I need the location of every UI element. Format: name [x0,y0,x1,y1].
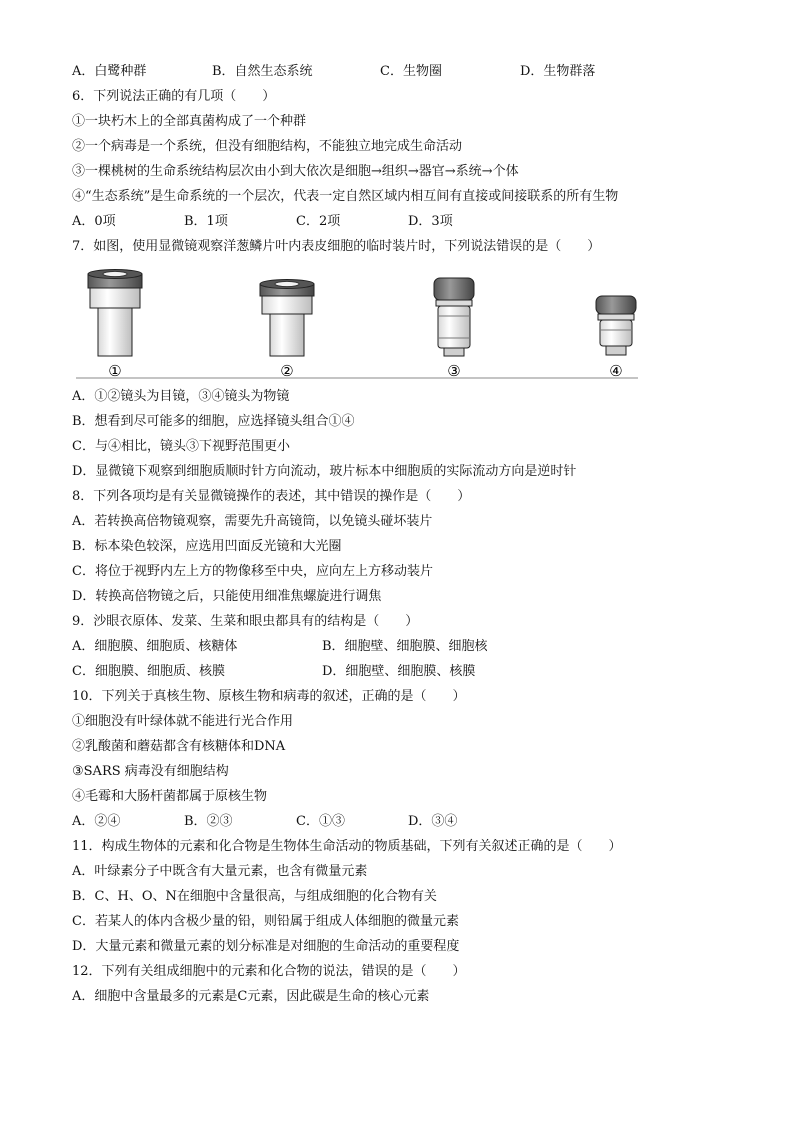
eyepiece-lens-1-icon [88,270,142,357]
q11-option-d[interactable]: D．大量元素和微量元素的划分标准是对细胞的生命活动的重要程度 [72,939,460,954]
q7-stem: 7．如图，使用显微镜观察洋葱鳞片叶内表皮细胞的临时装片时，下列说法错误的是（ ） [72,239,601,254]
q9-option-c[interactable]: C．细胞膜、细胞质、核膜 [72,664,225,679]
q10-statement-4: ④毛霉和大肠杆菌都属于原核生物 [72,789,268,804]
q10-statement-2: ②乳酸菌和蘑菇都含有核糖体和DNA [72,739,286,754]
q6-statement-1: ①一块朽木上的全部真菌构成了一个种群 [72,114,307,129]
q11-option-a[interactable]: A．叶绿素分子中既含有大量元素，也含有微量元素 [72,864,368,879]
q11-option-c[interactable]: C．若某人的体内含极少量的铅，则铅属于组成人体细胞的微量元素 [72,914,459,929]
q12-option-a[interactable]: A．细胞中含量最多的元素是C元素，因此碳是生命的核心元素 [72,989,430,1004]
microscope-lens-figure [72,266,638,382]
q11-stem: 11．构成生物体的元素和化合物是生物体生命活动的物质基础，下列有关叙述正确的是（ ） [72,839,622,854]
q8-option-b[interactable]: B．标本染色较深，应选用凹面反光镜和大光圈 [72,539,342,554]
q8-stem: 8．下列各项均是有关显微镜操作的表述，其中错误的操作是（ ） [72,489,471,504]
q6-stem: 6．下列说法正确的有几项（ ） [72,89,276,104]
q9-stem: 9．沙眼衣原体、发菜、生菜和眼虫都具有的结构是（ ） [72,614,419,629]
lens-label-3: ③ [447,362,461,380]
lens-label-2: ② [280,362,294,380]
q5-option-a[interactable]: A．白鹭种群 [72,64,147,79]
q9-option-b[interactable]: B．细胞壁、细胞膜、细胞核 [322,639,488,654]
q10-option-c[interactable]: C．①③ [296,814,345,829]
q6-statement-4: ④“生态系统”是生命系统的一个层次，代表一定自然区域内相互间有直接或间接联系的所有生物 [72,189,619,204]
q6-option-b[interactable]: B．1项 [184,214,228,229]
objective-lens-3-icon [434,278,474,356]
q7-option-d[interactable]: D．显微镜下观察到细胞质顺时针方向流动，玻片标本中细胞质的实际流动方向是逆时针 [72,464,577,479]
q7-option-c[interactable]: C．与④相比，镜头③下视野范围更小 [72,439,290,454]
q5-option-d[interactable]: D．生物群落 [520,64,596,79]
lens-illustration [72,266,638,382]
q11-option-b[interactable]: B．C、H、O、N在细胞中含量很高，与组成细胞的化合物有关 [72,889,437,904]
objective-lens-4-icon [596,296,636,355]
q10-stem: 10．下列关于真核生物、原核生物和病毒的叙述，正确的是（ ） [72,689,466,704]
q6-option-d[interactable]: D．3项 [408,214,453,229]
q10-option-b[interactable]: B．②③ [184,814,233,829]
lens-label-4: ④ [609,362,623,380]
q5-option-b[interactable]: B．自然生态系统 [212,64,313,79]
q12-stem: 12．下列有关组成细胞中的元素和化合物的说法，错误的是（ ） [72,964,466,979]
lens-label-1: ① [108,362,122,380]
q10-option-a[interactable]: A．②④ [72,814,121,829]
q7-option-a[interactable]: A．①②镜头为目镜，③④镜头为物镜 [72,389,290,404]
q10-statement-3: ③SARS 病毒没有细胞结构 [72,764,229,779]
q8-option-c[interactable]: C．将位于视野内左上方的物像移至中央，应向左上方移动装片 [72,564,433,579]
q5-option-c[interactable]: C．生物圈 [380,64,442,79]
q10-statement-1: ①细胞没有叶绿体就不能进行光合作用 [72,714,294,729]
q6-statement-3: ③一棵桃树的生命系统结构层次由小到大依次是细胞→组织→器官→系统→个体 [72,164,519,179]
q9-option-d[interactable]: D．细胞壁、细胞膜、核膜 [322,664,476,679]
q8-option-a[interactable]: A．若转换高倍物镜观察，需要先升高镜筒，以免镜头碰坏装片 [72,514,433,529]
eyepiece-lens-2-icon [260,280,314,357]
q7-option-b[interactable]: B．想看到尽可能多的细胞，应选择镜头组合①④ [72,414,355,429]
q6-statement-2: ②一个病毒是一个系统，但没有细胞结构，不能独立地完成生命活动 [72,139,463,154]
q6-option-a[interactable]: A．0项 [72,214,116,229]
q9-option-a[interactable]: A．细胞膜、细胞质、核糖体 [72,639,238,654]
q8-option-d[interactable]: D．转换高倍物镜之后，只能使用细准焦螺旋进行调焦 [72,589,382,604]
q10-option-d[interactable]: D．③④ [408,814,458,829]
q6-option-c[interactable]: C．2项 [296,214,341,229]
